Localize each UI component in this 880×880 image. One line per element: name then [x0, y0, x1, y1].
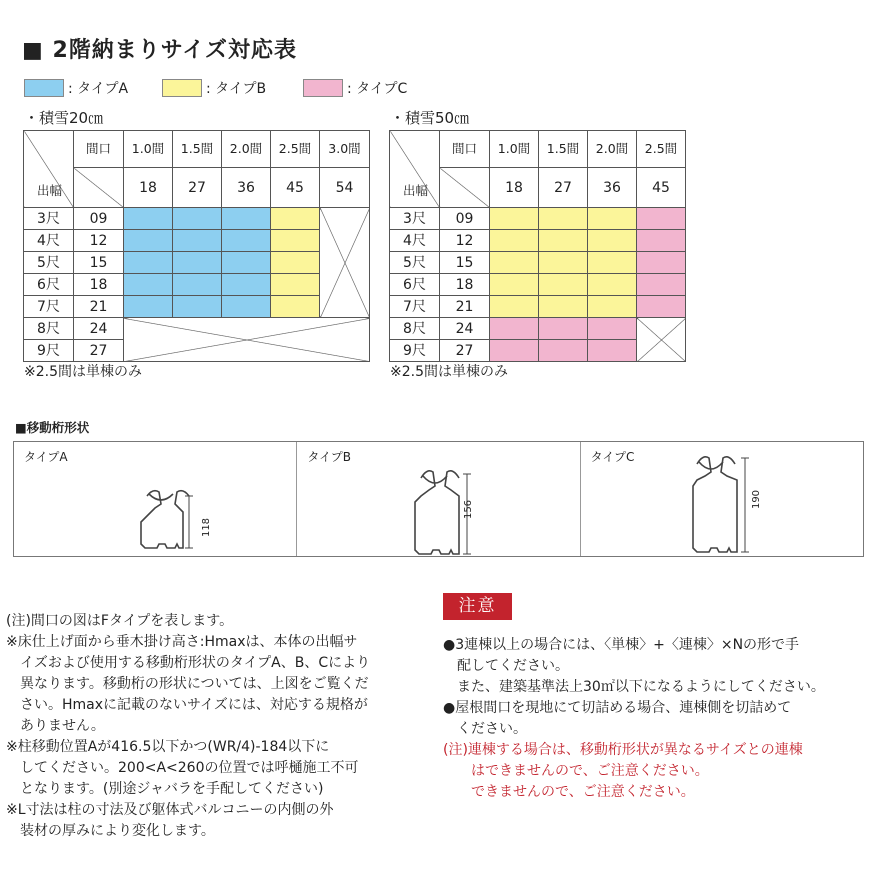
size-table-snow-50: [389, 130, 686, 362]
type-b-cell: [539, 208, 588, 230]
caution-line: 配してください。: [443, 658, 569, 674]
table-corner-cell: [440, 168, 490, 208]
width-header: 1.5間: [173, 131, 222, 168]
width-value: 45: [637, 168, 686, 208]
legend-type-b: [162, 78, 266, 98]
depth-cell: 18: [74, 274, 124, 296]
type-b-cell: [490, 274, 539, 296]
depth-cell: 12: [74, 230, 124, 252]
caution-red-line: できませんので、ご注意ください。: [443, 784, 695, 800]
table20-title: ・積雪20㎝: [24, 109, 104, 127]
caution-line: ●屋根間口を現地にて切詰める場合、連棟側を切詰めて: [443, 700, 792, 716]
table-corner-cell: [24, 131, 74, 208]
legend-label-b: : タイプB: [206, 81, 267, 97]
type-c-cell: [637, 208, 686, 230]
depth-cell: 24: [440, 318, 490, 340]
type-a-cell: [124, 274, 173, 296]
depth-cell: 15: [440, 252, 490, 274]
note-line: ※床仕上げ面から垂木掛け高さ:Hmaxは、本体の出幅サ: [6, 634, 358, 650]
type-b-cell: [588, 274, 637, 296]
note-line: イズおよび使用する移動桁形状のタイプA、B、Cにより: [6, 655, 371, 671]
maguchi-header: 間口: [440, 131, 490, 168]
note-line: となります。(別途ジャバラを手配してください): [6, 781, 324, 797]
type-c-cell: [539, 340, 588, 362]
type-b-cell: [490, 252, 539, 274]
type-a-cell: [173, 296, 222, 318]
shaku-cell: 5尺: [24, 252, 74, 274]
maguchi-header: 間口: [74, 131, 124, 168]
type-a-cell: [222, 208, 271, 230]
width-header: 1.0間: [490, 131, 539, 168]
width-value: 27: [173, 168, 222, 208]
shapes-panel: [13, 441, 864, 557]
height-label: 156: [463, 499, 475, 520]
legend-label-a: : タイプA: [68, 81, 129, 97]
type-b-cell: [539, 230, 588, 252]
caution-line: ●3連棟以上の場合には、〈単棟〉+〈連棟〉×Nの形で手: [443, 637, 800, 653]
depth-cell: 15: [74, 252, 124, 274]
height-label: 118: [201, 517, 213, 538]
unavailable-cell: [320, 208, 370, 318]
type-b-cell: [271, 296, 320, 318]
type-c-cell: [490, 340, 539, 362]
type-b-cell: [490, 230, 539, 252]
size-table-snow-20: [23, 130, 370, 362]
type-a-cell: [173, 208, 222, 230]
shaku-cell: 8尺: [24, 318, 74, 340]
width-value: 36: [588, 168, 637, 208]
unavailable-cell: [637, 318, 686, 362]
caution-badge: 注意: [443, 593, 512, 620]
shaku-cell: 6尺: [24, 274, 74, 296]
note-line: (注)間口の図はFタイプを表します。: [6, 613, 234, 629]
type-b-cell: [490, 208, 539, 230]
caution-red-line: はできませんので、ご注意ください。: [443, 763, 709, 779]
table-corner-cell: [74, 168, 124, 208]
width-header: 2.0間: [588, 131, 637, 168]
dehaba-header: 出幅: [37, 182, 63, 198]
shape-cell-type-c: [581, 442, 863, 556]
type-a-cell: [222, 252, 271, 274]
height-label: 190: [750, 489, 762, 510]
note-line: してください。200<A<260の位置では呼樋施工不可: [6, 760, 359, 776]
shape-label: タイプC: [590, 450, 635, 464]
type-c-cell: [588, 340, 637, 362]
type-c-cell: [637, 252, 686, 274]
depth-cell: 09: [74, 208, 124, 230]
type-b-cell: [271, 208, 320, 230]
shaku-cell: 8尺: [390, 318, 440, 340]
width-value: 54: [320, 168, 370, 208]
type-a-cell: [222, 230, 271, 252]
legend-type-c: [303, 78, 407, 98]
type-b-cell: [490, 296, 539, 318]
type-a-cell: [124, 230, 173, 252]
shaku-cell: 3尺: [24, 208, 74, 230]
notes-left: [6, 611, 370, 842]
width-header: 2.0間: [222, 131, 271, 168]
table50-note: ※2.5間は単棟のみ: [390, 364, 508, 380]
dehaba-header: 出幅: [403, 182, 429, 198]
beam-profile-b-icon: [407, 460, 497, 560]
shaku-cell: 4尺: [24, 230, 74, 252]
legend-swatch-a: [24, 79, 64, 97]
shaku-cell: 7尺: [390, 296, 440, 318]
width-header: 3.0間: [320, 131, 370, 168]
shaku-cell: 5尺: [390, 252, 440, 274]
depth-cell: 27: [440, 340, 490, 362]
caution-line: また、建築基準法上30㎡以下になるようにしてください。: [443, 679, 825, 695]
page-title: ■ 2階納まりサイズ対応表: [22, 38, 297, 63]
type-b-cell: [588, 230, 637, 252]
type-c-cell: [588, 318, 637, 340]
shaku-cell: 7尺: [24, 296, 74, 318]
unavailable-cell: [124, 318, 370, 362]
legend-type-a: [24, 78, 128, 98]
shaku-cell: 9尺: [24, 340, 74, 362]
legend-swatch-c: [303, 79, 343, 97]
type-b-cell: [539, 274, 588, 296]
shaku-cell: 6尺: [390, 274, 440, 296]
width-value: 36: [222, 168, 271, 208]
type-b-cell: [588, 252, 637, 274]
legend-swatch-b: [162, 79, 202, 97]
caution-line: ください。: [443, 721, 527, 737]
shape-label: タイプA: [24, 450, 68, 464]
shape-cell-type-a: [14, 442, 297, 556]
type-c-cell: [637, 296, 686, 318]
width-header: 1.5間: [539, 131, 588, 168]
type-a-cell: [124, 296, 173, 318]
shape-label: タイプB: [307, 450, 351, 464]
shaku-cell: 3尺: [390, 208, 440, 230]
depth-cell: 12: [440, 230, 490, 252]
type-c-cell: [637, 230, 686, 252]
type-b-cell: [588, 296, 637, 318]
type-a-cell: [222, 296, 271, 318]
shaku-cell: 4尺: [390, 230, 440, 252]
depth-cell: 21: [440, 296, 490, 318]
note-line: ※L寸法は柱の寸法及び躯体式バルコニーの内側の外: [6, 802, 334, 818]
legend-label-c: : タイプC: [347, 81, 408, 97]
width-value: 18: [490, 168, 539, 208]
type-c-cell: [539, 318, 588, 340]
depth-cell: 21: [74, 296, 124, 318]
caution-red-line: (注)連棟する場合は、移動桁形状が異なるサイズとの連棟: [443, 742, 803, 758]
note-line: ※柱移動位置Aが416.5以下かつ(WR/4)-184以下に: [6, 739, 330, 755]
type-c-cell: [490, 318, 539, 340]
note-line: ありません。: [6, 718, 105, 734]
width-header: 1.0間: [124, 131, 173, 168]
type-b-cell: [271, 274, 320, 296]
caution-notes: [443, 635, 825, 803]
depth-cell: 18: [440, 274, 490, 296]
width-value: 45: [271, 168, 320, 208]
table50-title: ・積雪50㎝: [390, 109, 470, 127]
type-a-cell: [124, 252, 173, 274]
type-a-cell: [222, 274, 271, 296]
type-b-cell: [271, 230, 320, 252]
width-header: 2.5間: [637, 131, 686, 168]
table20-note: ※2.5間は単棟のみ: [24, 364, 142, 380]
width-header: 2.5間: [271, 131, 320, 168]
shape-cell-type-b: [297, 442, 580, 556]
depth-cell: 27: [74, 340, 124, 362]
type-b-cell: [539, 252, 588, 274]
type-a-cell: [124, 208, 173, 230]
type-a-cell: [173, 252, 222, 274]
width-value: 27: [539, 168, 588, 208]
type-c-cell: [637, 274, 686, 296]
depth-cell: 09: [440, 208, 490, 230]
width-value: 18: [124, 168, 173, 208]
note-line: さい。Hmaxに記載のないサイズには、対応する規格が: [6, 697, 368, 713]
note-line: 異なります。移動桁の形状については、上図をご覧くだ: [6, 676, 369, 692]
type-b-cell: [588, 208, 637, 230]
type-b-cell: [539, 296, 588, 318]
type-a-cell: [173, 230, 222, 252]
shapes-section-title: ■移動桁形状: [15, 420, 90, 435]
type-a-cell: [173, 274, 222, 296]
shaku-cell: 9尺: [390, 340, 440, 362]
depth-cell: 24: [74, 318, 124, 340]
type-b-cell: [271, 252, 320, 274]
table-corner-cell: [390, 131, 440, 208]
note-line: 装材の厚みにより変化します。: [6, 823, 215, 839]
